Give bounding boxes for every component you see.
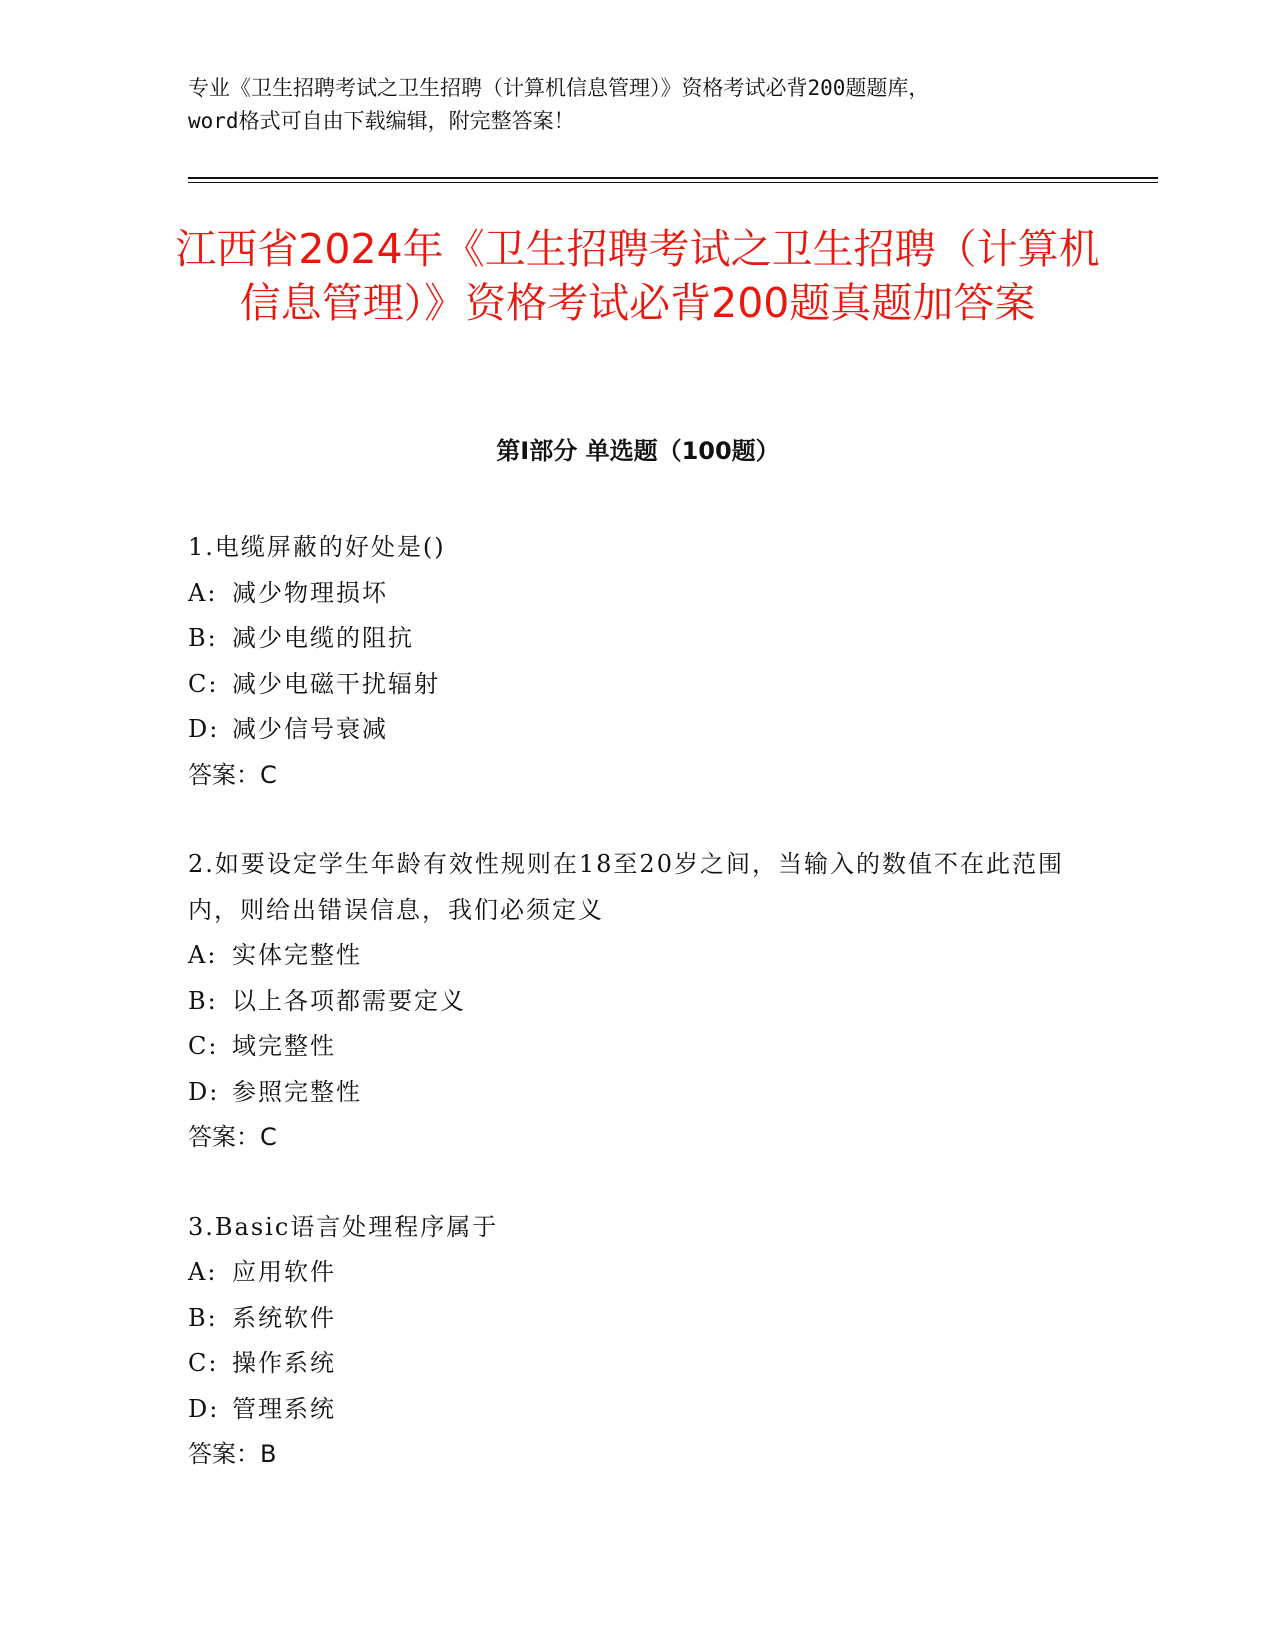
- option-d: [188, 1387, 1068, 1433]
- option-key: C:: [188, 669, 219, 698]
- answer-line: 答案：C: [188, 760, 277, 789]
- option-text: 应用软件: [232, 1258, 336, 1286]
- option-key: A:: [188, 941, 218, 969]
- header-note-line-1: 专业《卫生招聘考试之卫生招聘（计算机信息管理）》资格考试必背200题题库，: [188, 76, 930, 100]
- option-d: [188, 1070, 1068, 1116]
- question-2: [188, 842, 1068, 1161]
- option-key: C:: [188, 1349, 219, 1377]
- option-text: 减少电磁干扰辐射: [232, 669, 440, 698]
- question-stem: 1.电缆屏蔽的好处是(): [188, 533, 446, 561]
- option-b: [188, 1296, 1068, 1342]
- answer-line: 答案：B: [188, 1440, 277, 1468]
- option-text: 管理系统: [232, 1394, 336, 1423]
- option-text: 减少信号衰减: [232, 715, 388, 743]
- option-text: 操作系统: [232, 1349, 336, 1377]
- option-key: C:: [188, 1032, 219, 1060]
- option-text: 以上各项都需要定义: [232, 986, 466, 1015]
- question-stem: 2.如要设定学生年龄有效性规则在18至20岁之间，当输入的数值不在此范围内，则给出错误信息，我们必须定义: [188, 850, 1064, 924]
- option-key: B:: [188, 986, 218, 1015]
- option-c: [188, 662, 1068, 708]
- option-key: B:: [188, 1303, 218, 1332]
- option-c: [188, 1341, 1068, 1387]
- option-text: 减少电缆的阻抗: [232, 624, 414, 652]
- question-stem: 3.Basic语言处理程序属于: [188, 1212, 499, 1241]
- option-b: [188, 979, 1068, 1025]
- option-text: 系统软件: [232, 1303, 336, 1332]
- option-key: D:: [188, 715, 220, 743]
- question-1: [188, 525, 1068, 798]
- option-key: D:: [188, 1394, 220, 1423]
- option-c: [188, 1024, 1068, 1070]
- question-list: [188, 525, 1068, 1522]
- option-a: [188, 933, 1068, 979]
- option-a: [188, 571, 1068, 617]
- option-b: [188, 616, 1068, 662]
- option-key: D:: [188, 1077, 220, 1106]
- document-title: 江西省2024年《卫生招聘考试之卫生招聘（计算机信息管理）》资格考试必背200题真题加答案: [175, 225, 1100, 327]
- header-note-line-2: word格式可自由下载编辑，附完整答案！: [188, 109, 575, 133]
- option-text: 实体完整性: [232, 941, 362, 969]
- option-key: B:: [188, 624, 218, 652]
- answer-line: 答案：C: [188, 1123, 277, 1151]
- header-divider-thick: [188, 177, 1158, 179]
- option-text: 减少物理损坏: [232, 578, 388, 607]
- section-title: 第Ⅰ部分 单选题（100题）: [496, 437, 780, 465]
- option-key: A:: [188, 1258, 218, 1286]
- option-a: [188, 1250, 1068, 1296]
- header-divider-thin: [188, 182, 1158, 183]
- header-note: [188, 72, 1088, 138]
- option-text: 域完整性: [232, 1032, 336, 1060]
- option-text: 参照完整性: [232, 1077, 362, 1106]
- question-3: [188, 1205, 1068, 1478]
- option-d: [188, 707, 1068, 753]
- option-key: A:: [188, 578, 218, 607]
